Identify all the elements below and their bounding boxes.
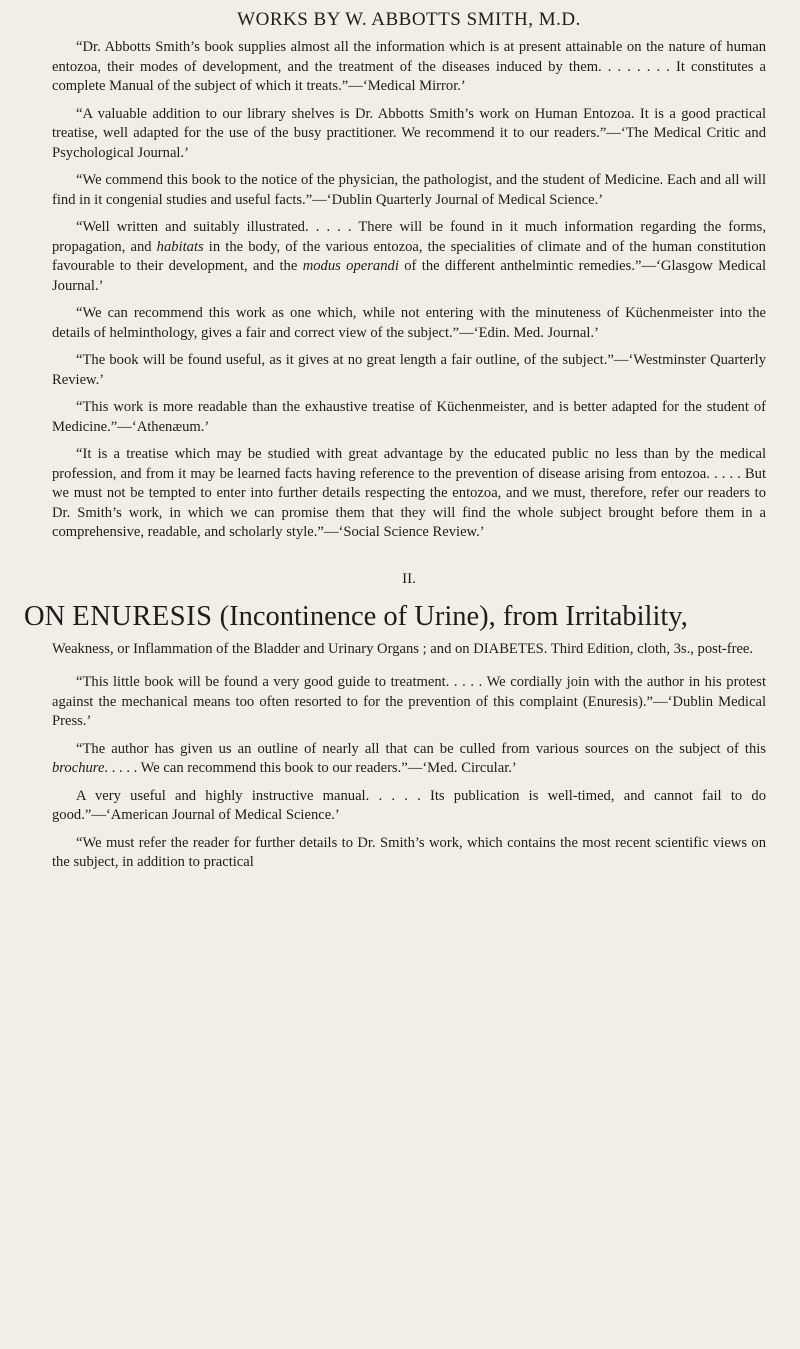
section-title bbox=[24, 600, 766, 634]
review-glasgow-medical bbox=[52, 218, 766, 296]
review-text: of the different anthelmintic remedies.”—‘Glasgow Medical Journal.’ bbox=[52, 258, 766, 294]
review-continued: “We must refer the reader for further details to Dr. Smith’s work, which contains the most recent scientific views on the subject, in addition to practical bbox=[52, 834, 766, 870]
review-text: . . . . . We can recommend this book to our readers.”—‘Med. Circular.’ bbox=[104, 760, 517, 776]
review-dublin-press: “This little book will be found a very good guide to treatment. . . . . We cordially join with the author in his protest against the mechanical means too often resorted to for the prevention of this complaint (Enuresis).”—‘Dublin Medical Press.’ bbox=[52, 674, 766, 729]
title-on: ON bbox=[24, 600, 73, 632]
review-edin-med: “We can recommend this work as one which, while not entering with the minuteness of Küchenmeister into the details of helminthology, gives a fair and correct view of the subject.”—‘Edin. Med. Journal.’ bbox=[52, 305, 766, 341]
review-text: “The author has given us an outline of nearly all that can be culled from various sources on the subject of this bbox=[76, 740, 766, 757]
review-medical-critic: “A valuable addition to our library shelves is Dr. Abbotts Smith’s work on Human Entozoa. It is a good practical treatise, well adapted for the use of the busy practitioner. We recommend it to our readers.”—‘The Medical Critic and Psychological Journal.’ bbox=[52, 105, 766, 161]
review-med-circular bbox=[52, 740, 766, 779]
review-american-journal: A very useful and highly instructive manual. . . . . Its publication is well-timed, and cannot fail to do good.”—‘American Journal of Medical Science.’ bbox=[52, 787, 766, 823]
title-caps: ENURESIS bbox=[72, 600, 213, 632]
section-enuresis-reviews bbox=[52, 673, 766, 873]
review-westminster: “The book will be found useful, as it gives at no great length a fair outline, of the subject.”—‘Westminster Quarterly Review.’ bbox=[52, 352, 766, 388]
section-subtitle: Weakness, or Inflammation of the Bladder and Urinary Organs ; and on DIABETES. Third Edition, cloth, 3s., post-free. bbox=[52, 640, 754, 657]
section-entozoa-reviews bbox=[52, 38, 766, 543]
review-dublin-quarterly: “We commend this book to the notice of the physician, the pathologist, and the student of Medicine. Each and all will find in it congenial studies and useful facts.”—‘Dublin Quarterly Journal of Medical Science.’ bbox=[52, 172, 766, 208]
review-text: “Well written and suitably illustrated. . . . . There will be found in it much information regarding the forms, propagation, and bbox=[52, 219, 766, 255]
review-italic: modus operandi bbox=[302, 258, 399, 274]
section-number: II. bbox=[402, 570, 416, 587]
review-italic: habitats bbox=[156, 238, 204, 255]
review-text: in the body, of the various entozoa, the specialities of climate and of the human constitution favourable to their development, and the bbox=[52, 238, 766, 274]
running-head: WORKS BY W. ABBOTTS SMITH, M.D. bbox=[237, 9, 581, 30]
review-social-science: “It is a treatise which may be studied with great advantage by the educated public no less than by the medical profession, and from it may be learned facts having reference to the prevention of disease arising from entozoa. . . . . But we must not be tempted to enter into further details respecting the entozoa, and we must, therefore, refer our readers to Dr. Smith’s work, in which we can promise them that they will find the whole subject brought before them in a comprehensive, readable, and scholarly style.”—‘Social Science Review.’ bbox=[52, 446, 766, 540]
review-athenaeum: “This work is more readable than the exhaustive treatise of Küchenmeister, and is better adapted for the student of Medicine.”—‘Athenæum.’ bbox=[52, 399, 766, 435]
review-italic: brochure bbox=[52, 760, 105, 776]
review-medical-mirror: “Dr. Abbotts Smith’s book supplies almost all the information which is at present attainable on the nature of human entozoa, their modes of development, and the treatment of the diseases induced by them. . . . . . . . It constitutes a complete Manual of the subject of which it treats.”—‘Medical Mirror.’ bbox=[52, 39, 766, 94]
title-rest: (Incontinence of Urine), from Irritability, bbox=[212, 600, 688, 632]
